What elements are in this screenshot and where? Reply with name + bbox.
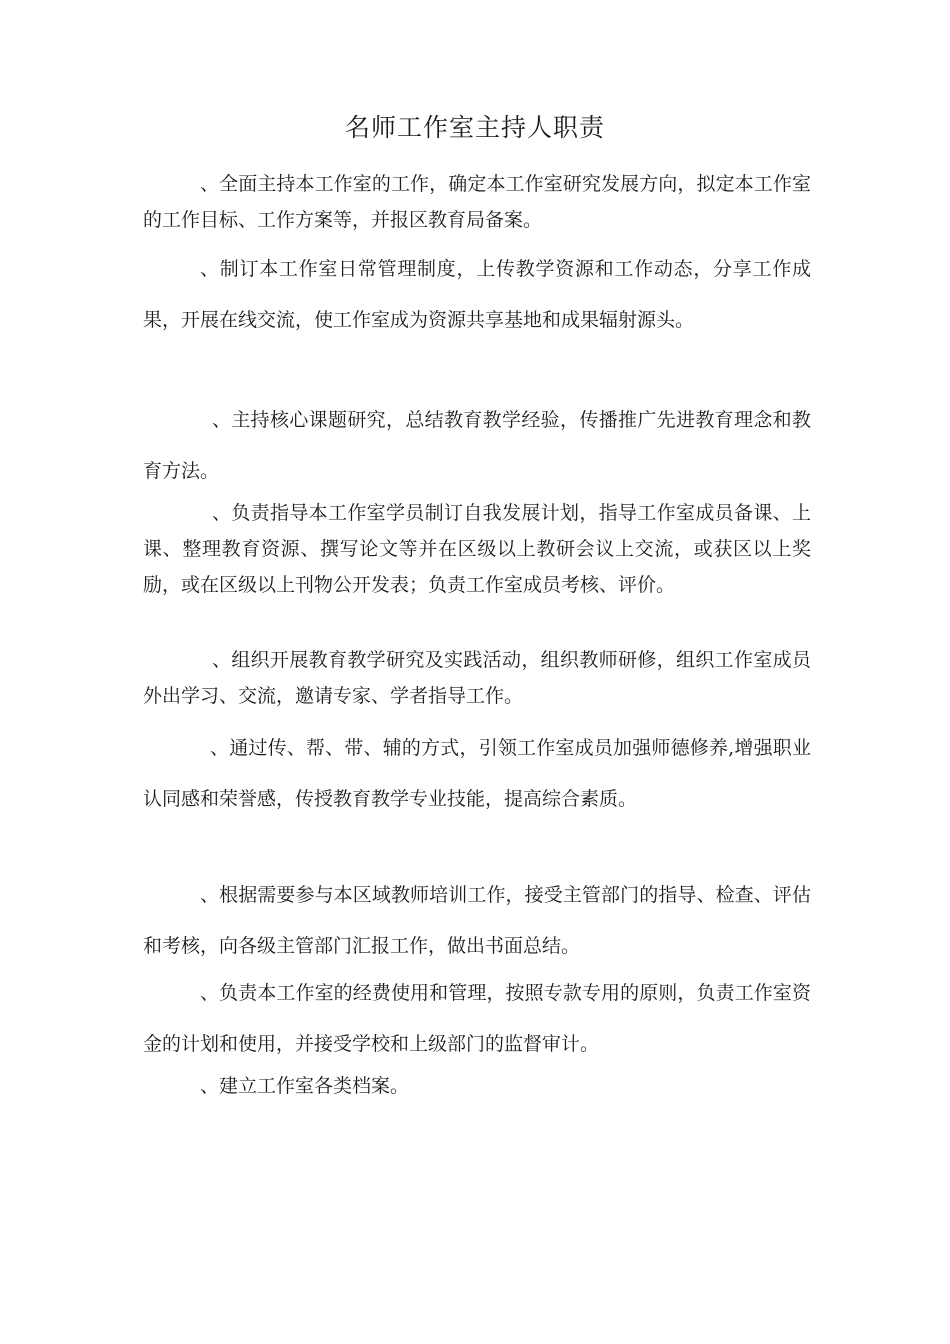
duty-paragraph-8: 、负责本工作室的经费使用和管理，按照专款专用的原则，负责工作室资金的计划和使用，并接受学校和上级部门的监督审计。 — [143, 982, 811, 1055]
duty-paragraph-9: 、建立工作室各类档案。 — [200, 1075, 410, 1097]
duty-paragraph-3: 、主持核心课题研究，总结教育教学经验，传播推广先进教育理念和教育方法。 — [143, 409, 811, 482]
duty-paragraph-4: 、负责指导本工作室学员制订自我发展计划，指导工作室成员备课、上课、整理教育资源、撰写论文等并在区级以上教研会议上交流，或获区以上奖励，或在区级以上刊物公开发表；负责工作室成员考核、评价。 — [143, 502, 811, 596]
duty-paragraph-6: 、通过传、帮、带、辅的方式，引领工作室成员加强师德修养,增强职业认同感和荣誉感，传授教育教学专业技能，提高综合素质。 — [143, 737, 811, 810]
duty-paragraph-1: 、全面主持本工作室的工作，确定本工作室研究发展方向，拟定本工作室的工作目标、工作方案等，并报区教育局备案。 — [143, 173, 811, 231]
document-title: 名师工作室主持人职责 — [344, 113, 605, 142]
duty-paragraph-2: 、制订本工作室日常管理制度，上传教学资源和工作动态，分享工作成果，开展在线交流，使工作室成为资源共享基地和成果辐射源头。 — [143, 258, 811, 331]
duty-paragraph-5: 、组织开展教育教学研究及实践活动，组织教师研修，组织工作室成员外出学习、交流，邀请专家、学者指导工作。 — [143, 649, 811, 707]
duty-paragraph-7: 、根据需要参与本区域教师培训工作，接受主管部门的指导、检查、评估和考核，向各级主管部门汇报工作，做出书面总结。 — [143, 884, 811, 957]
